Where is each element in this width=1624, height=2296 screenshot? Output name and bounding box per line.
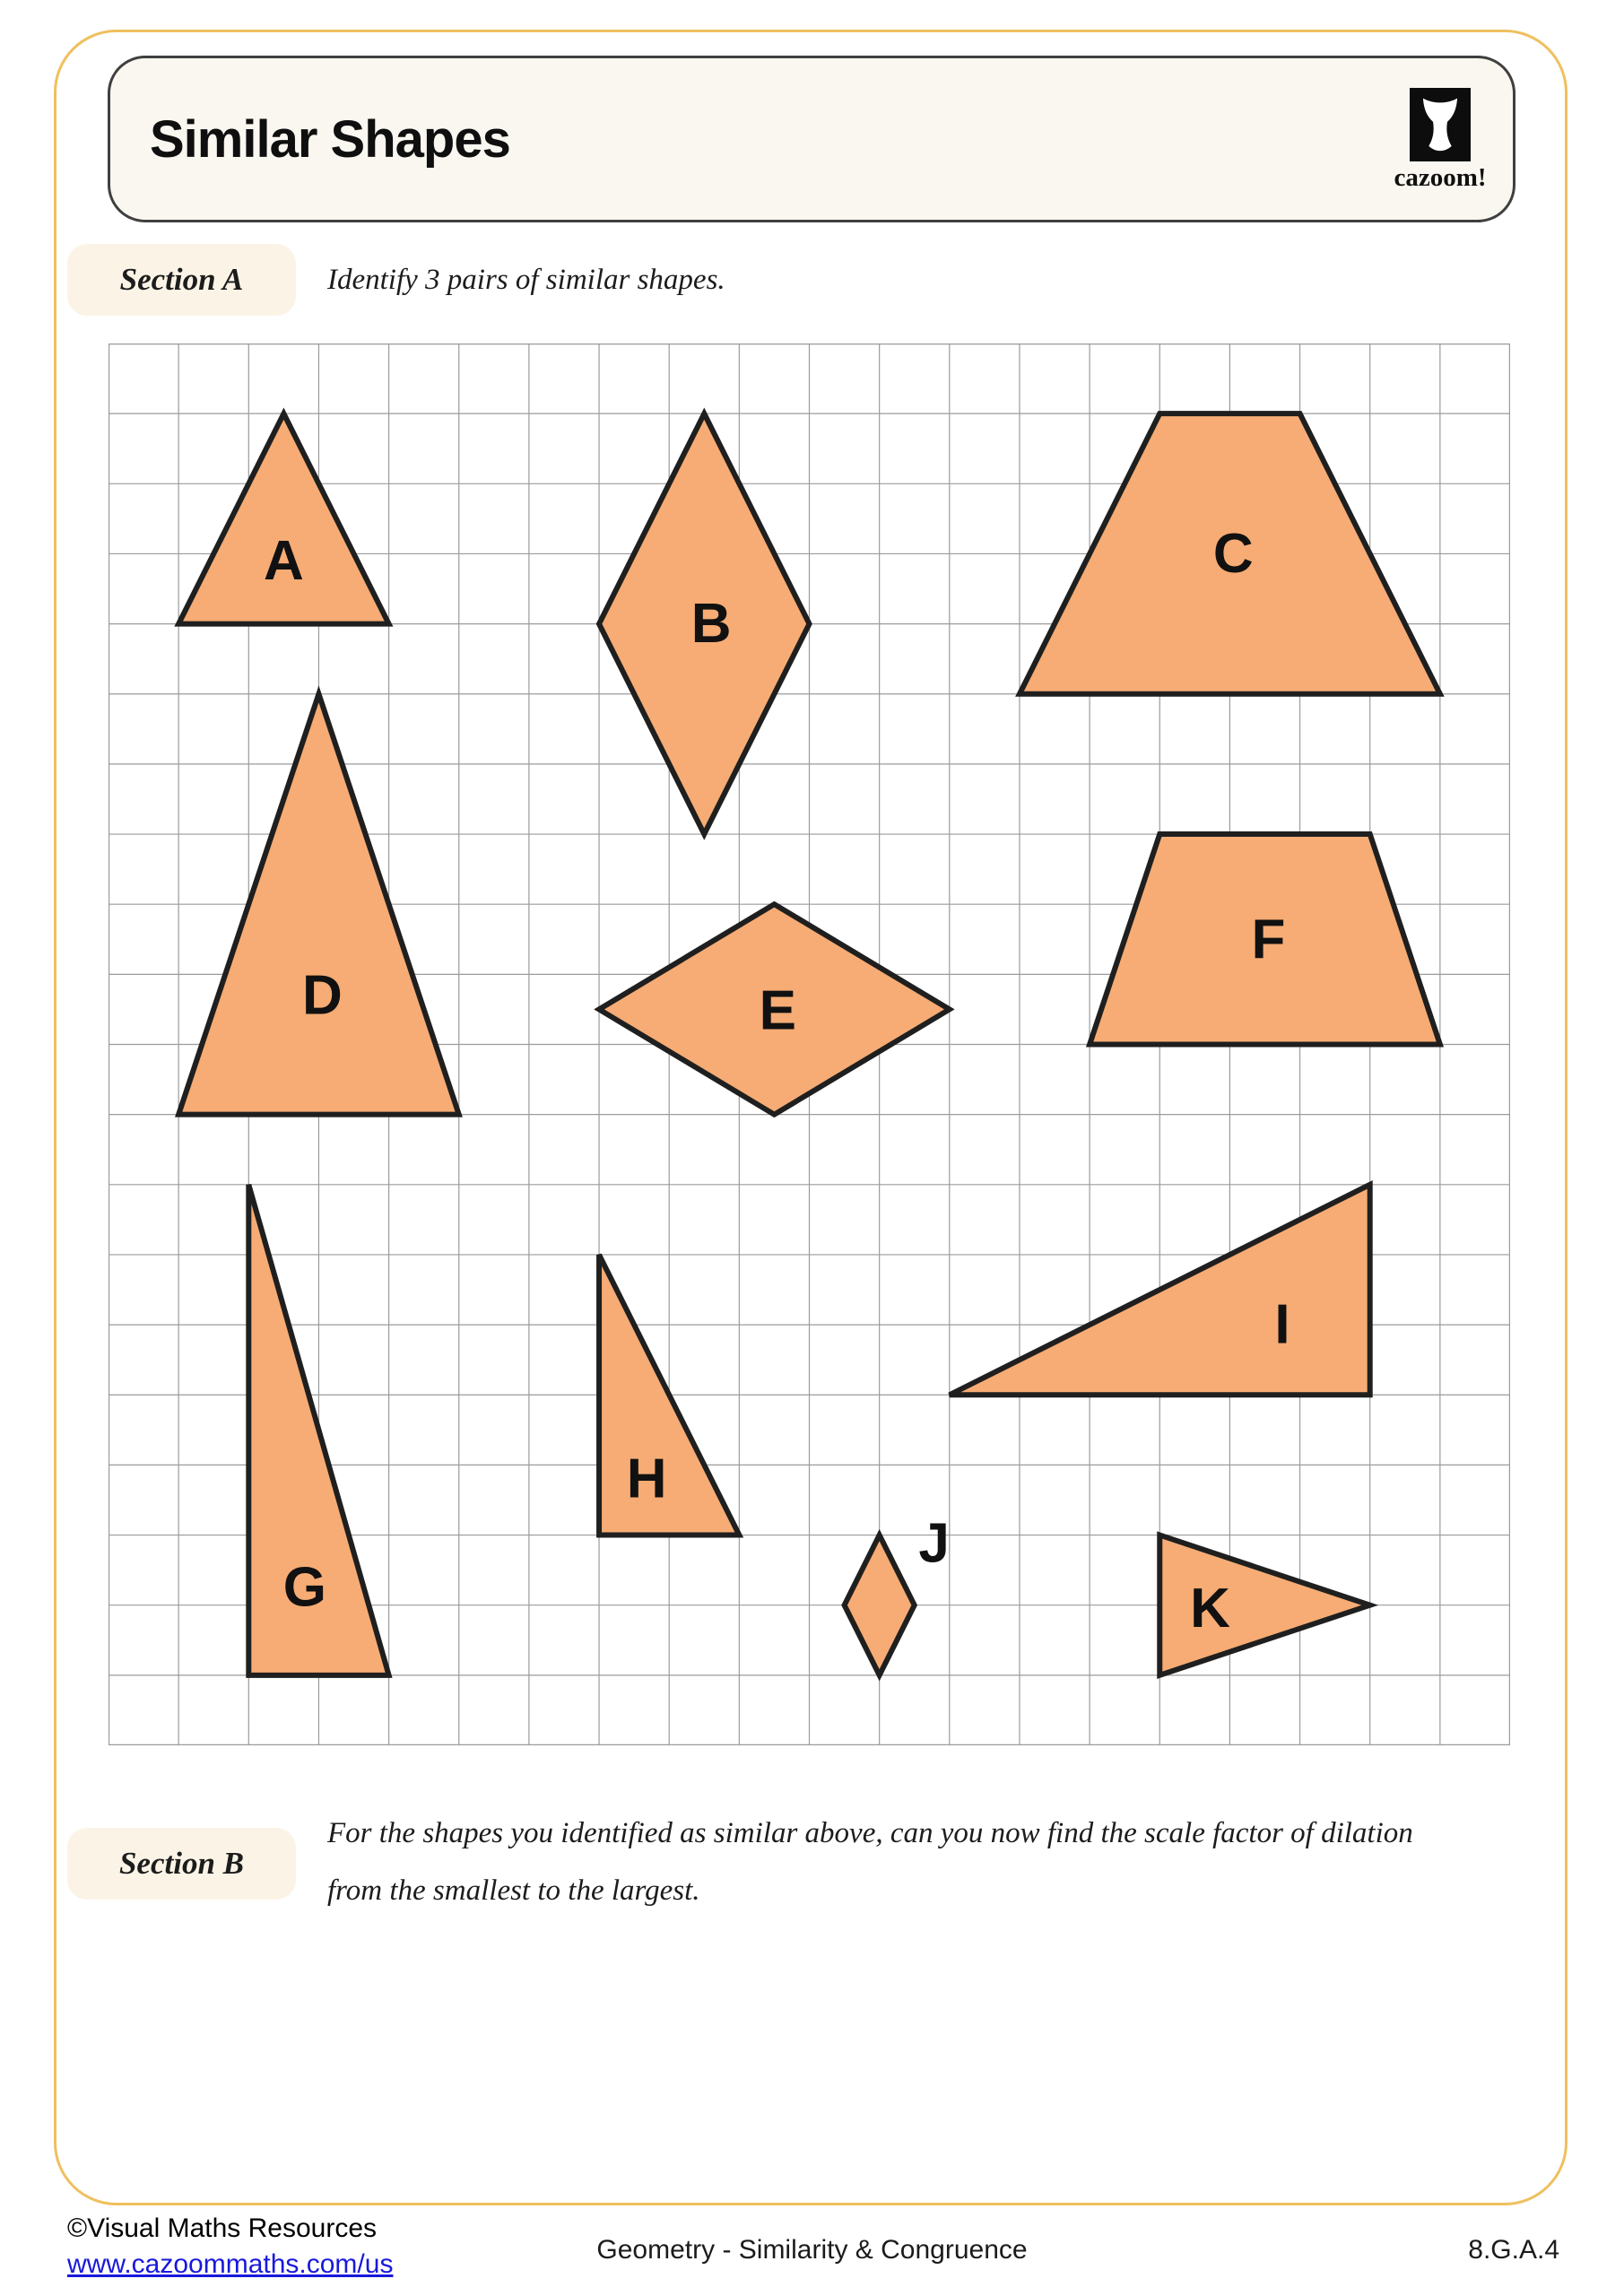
cazoom-logo bbox=[1368, 88, 1512, 193]
section-a-instruction: Identify 3 pairs of similar shapes. bbox=[327, 263, 725, 296]
shape-J bbox=[845, 1535, 915, 1675]
shape-label-I: I bbox=[1274, 1293, 1290, 1356]
section-a-label: Section A bbox=[67, 244, 296, 316]
shape-label-A: A bbox=[263, 529, 304, 592]
shape-label-E: E bbox=[759, 979, 797, 1042]
shape-label-K: K bbox=[1190, 1578, 1230, 1640]
section-b-label: Section B bbox=[67, 1828, 296, 1900]
shape-grid-svg bbox=[109, 344, 1510, 1745]
shape-label-H: H bbox=[626, 1448, 667, 1510]
drum-icon bbox=[1410, 88, 1471, 161]
shape-label-F: F bbox=[1251, 908, 1286, 970]
header-card bbox=[108, 56, 1515, 222]
page-title: Similar Shapes bbox=[150, 109, 510, 169]
shape-label-B: B bbox=[690, 593, 732, 656]
shape-label-J: J bbox=[918, 1512, 950, 1575]
shape-label-D: D bbox=[301, 964, 343, 1027]
shape-label-C: C bbox=[1212, 522, 1254, 585]
section-b-instruction: For the shapes you identified as similar above, can you now find the scale factor of dilation from the smallest to the largest. bbox=[327, 1817, 1413, 1907]
logo-wordmark: cazoom! bbox=[1394, 163, 1487, 192]
shape-A bbox=[178, 413, 388, 623]
shape-grid bbox=[109, 344, 1510, 1745]
footer-category: Geometry - Similarity & Congruence bbox=[596, 2235, 1028, 2265]
footer-link[interactable]: www.cazoommaths.com/us bbox=[67, 2249, 394, 2279]
footer-standard: 8.G.A.4 bbox=[1468, 2235, 1559, 2265]
shape-label-G: G bbox=[282, 1556, 326, 1619]
footer-copyright: ©Visual Maths Resources bbox=[67, 2213, 378, 2243]
